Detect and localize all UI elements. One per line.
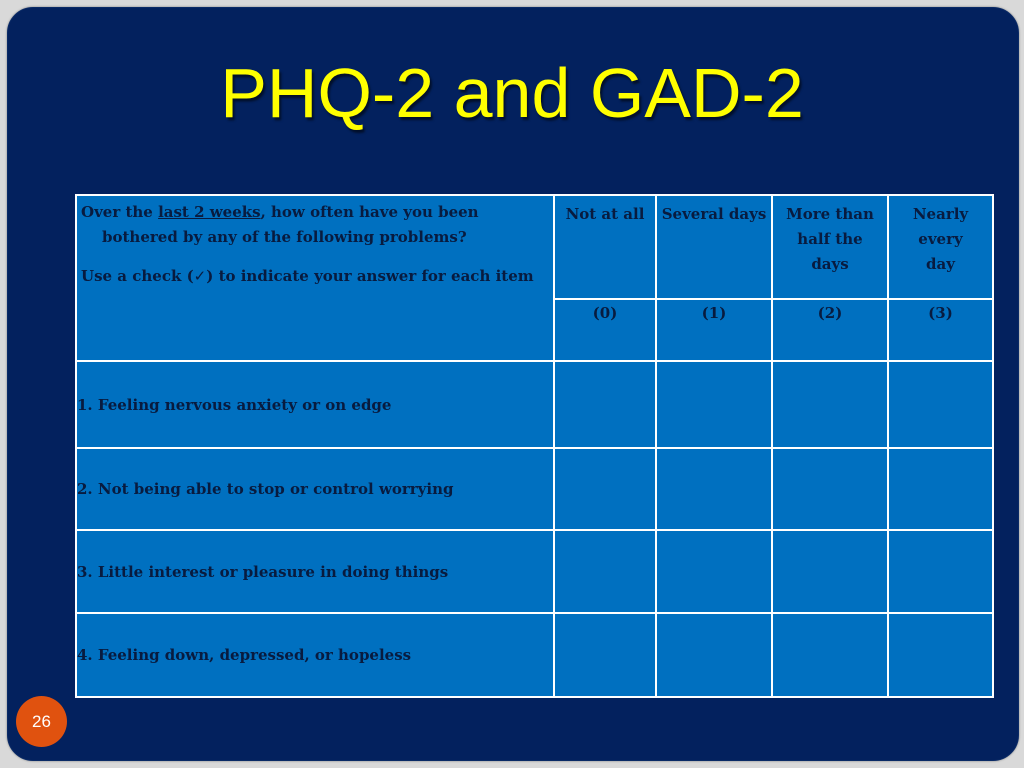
answer-cell[interactable]: [772, 448, 888, 530]
answer-cell[interactable]: [888, 613, 993, 697]
instruction-underlined: last 2 weeks: [158, 203, 261, 221]
score-1: (1): [656, 299, 772, 361]
table-row: [76, 361, 993, 448]
answer-cell[interactable]: [554, 448, 656, 530]
table-row: [76, 613, 993, 697]
instruction-cell: [76, 195, 554, 361]
column-header-more-than-half: More than half the days: [772, 195, 888, 299]
item-label: 4. Feeling down, depressed, or hopeless: [76, 613, 554, 697]
phq-gad-table: [75, 194, 994, 698]
check-suffix: ) to indicate your answer for each item: [206, 267, 534, 285]
item-label: 3. Little interest or pleasure in doing things: [76, 530, 554, 613]
instruction-line2: bothered by any of the following problems?: [102, 228, 467, 246]
answer-cell[interactable]: [656, 530, 772, 613]
item-label: 1. Feeling nervous anxiety or on edge: [76, 361, 554, 448]
column-header-several-days: Several days: [656, 195, 772, 299]
score-2: (2): [772, 299, 888, 361]
score-0: (0): [554, 299, 656, 361]
answer-cell[interactable]: [554, 530, 656, 613]
answer-cell[interactable]: [772, 530, 888, 613]
instruction-prefix: Over the: [81, 203, 159, 221]
answer-cell[interactable]: [888, 361, 993, 448]
answer-cell[interactable]: [656, 361, 772, 448]
answer-cell[interactable]: [656, 613, 772, 697]
answer-cell[interactable]: [888, 448, 993, 530]
item-label: 2. Not being able to stop or control worrying: [76, 448, 554, 530]
answer-cell[interactable]: [656, 448, 772, 530]
table-row: [76, 448, 993, 530]
instruction-suffix: , how often have you been: [260, 203, 479, 221]
check-prefix: Use a check (: [81, 267, 194, 285]
column-header-nearly-every-day: Nearly every day: [888, 195, 993, 299]
checkmark-icon: ✓: [193, 267, 207, 285]
score-3: (3): [888, 299, 993, 361]
answer-cell[interactable]: [772, 361, 888, 448]
answer-cell[interactable]: [554, 613, 656, 697]
table-header-row: [76, 195, 993, 299]
table-row: [76, 530, 993, 613]
page-number-badge: 26: [16, 696, 67, 747]
answer-cell[interactable]: [554, 361, 656, 448]
answer-cell[interactable]: [772, 613, 888, 697]
column-header-not-at-all: Not at all: [554, 195, 656, 299]
answer-cell[interactable]: [888, 530, 993, 613]
slide-title: PHQ-2 and GAD-2: [220, 54, 804, 132]
check-instruction: [81, 264, 549, 289]
